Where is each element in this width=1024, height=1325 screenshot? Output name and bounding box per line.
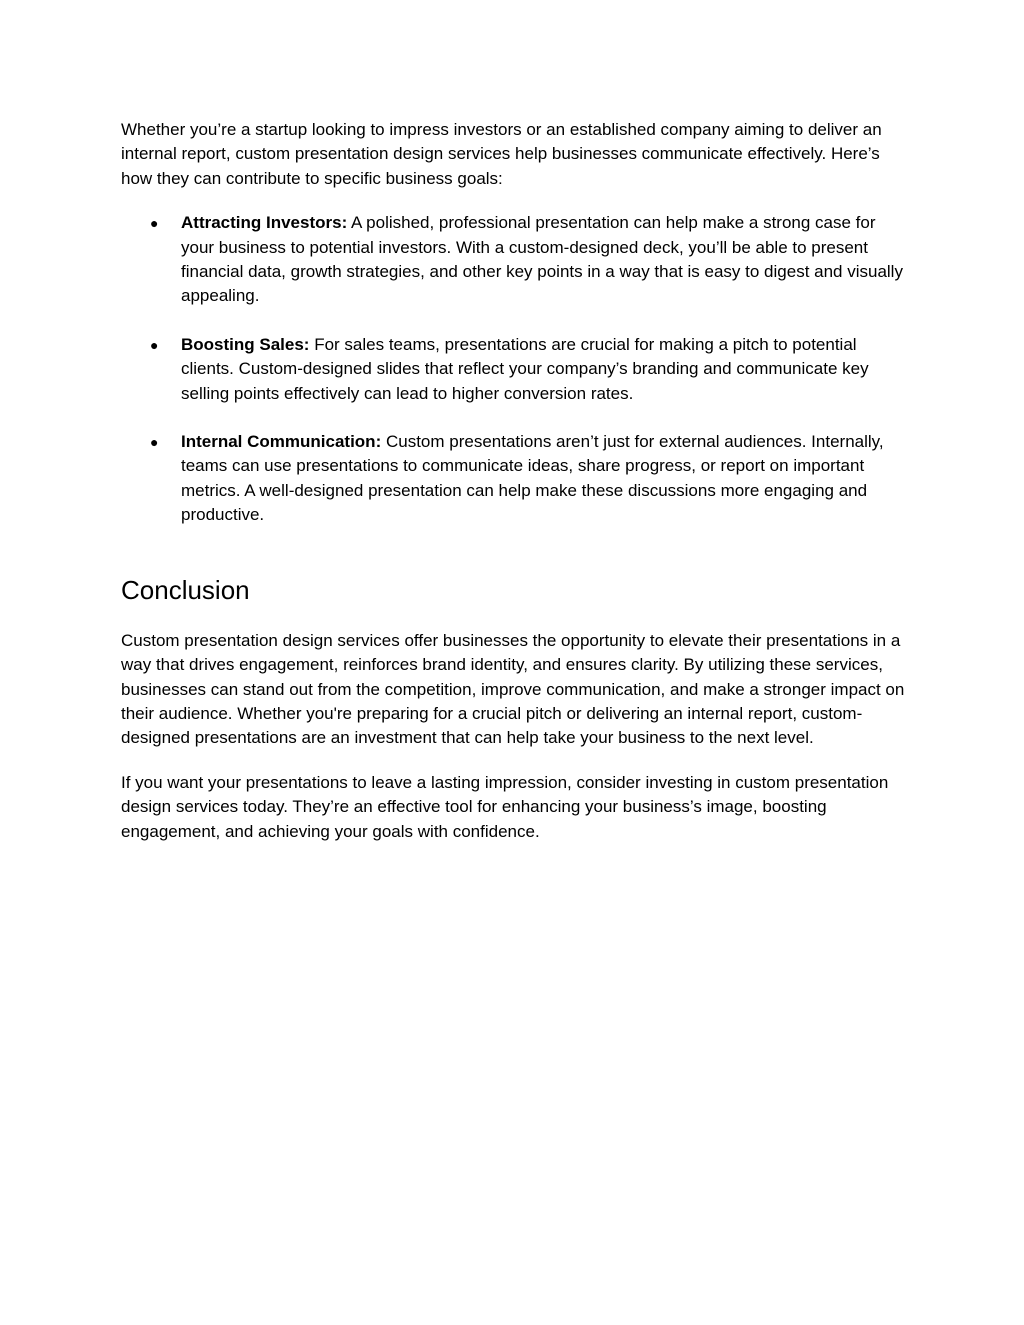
bullet-icon: ●	[150, 215, 159, 232]
bullet-text: Custom presentations aren’t just for external audiences. Internally, teams can use presentations to communicate ideas, share progress, or report on important metrics. A well-designed presentation can help make these discussions more engaging and productive.	[181, 432, 884, 525]
bullet-icon: ●	[150, 434, 159, 451]
bullet-term: Attracting Investors:	[181, 213, 348, 233]
bullet-text: A polished, professional presentation can help make a strong case for your business to potential investors. With a custom-designed deck, you’ll be able to present financial data, growth strategies, and other key points in a way that is easy to digest and visually appealing.	[181, 213, 903, 306]
conclusion-heading: Conclusion	[121, 574, 250, 605]
list-item-attracting-investors	[121, 211, 911, 309]
intro-paragraph: Whether you’re a startup looking to impress investors or an established company aiming to deliver an internal report, custom presentation design services help businesses communicate effectively. Here’s how they can contribute to specific business goals:	[121, 120, 882, 188]
list-item-boosting-sales	[121, 333, 911, 406]
business-goals-list	[121, 211, 911, 527]
list-item-internal-communication	[121, 430, 911, 528]
bullet-term: Internal Communication:	[181, 432, 382, 452]
document-page	[121, 118, 911, 864]
bullet-icon: ●	[150, 336, 159, 353]
bullet-term: Boosting Sales:	[181, 334, 310, 354]
bullet-text: For sales teams, presentations are crucial for making a pitch to potential clients. Custom-designed slides that reflect your company’s branding and communicate key selling points effectively can lead to higher conversion rates.	[181, 334, 869, 403]
conclusion-paragraph: Custom presentation design services offer businesses the opportunity to elevate their presentations in a way that drives engagement, reinforces brand identity, and ensures clarity. By utilizing these services, businesses can stand out from the competition, improve communication, and make a stronger impact on their audience. Whether you're preparing for a crucial pitch or delivering an internal report, custom-designed presentations are an investment that can help take your business to the next level.	[121, 630, 905, 748]
closing-paragraph: If you want your presentations to leave a lasting impression, consider investing in custom presentation design services today. They’re an effective tool for enhancing your business’s image, boosting engagement, and achieving your goals with confidence.	[121, 772, 889, 841]
